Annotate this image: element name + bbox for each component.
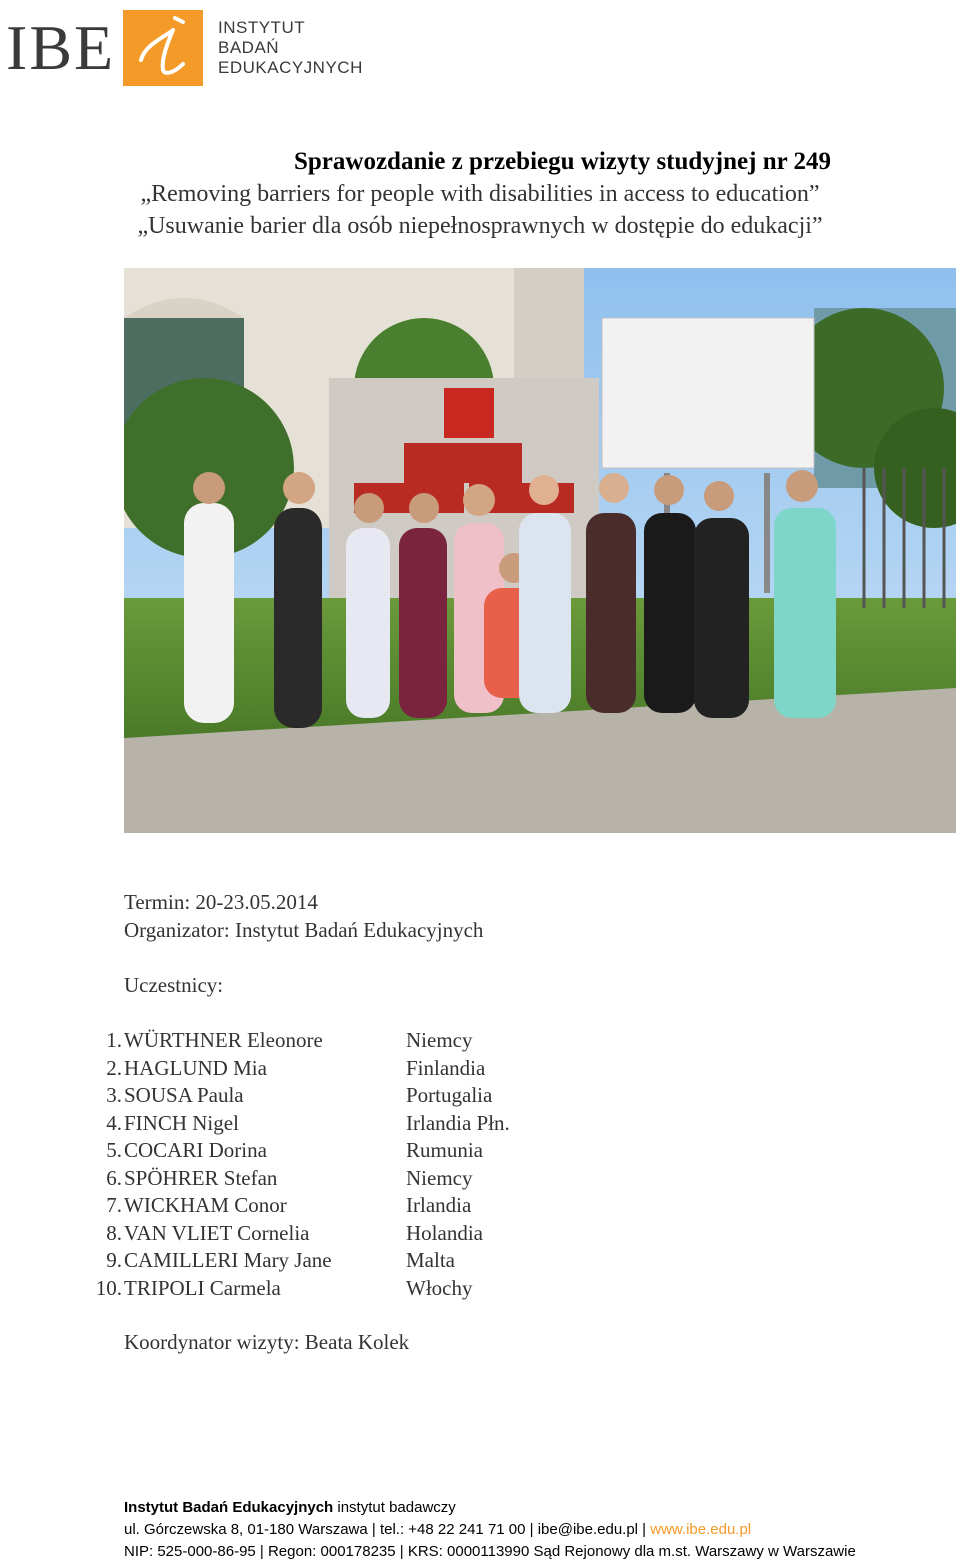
logo-line-2: BADAŃ [218, 38, 280, 57]
participant-name: FINCH Nigel [124, 1110, 239, 1135]
list-number: 6. [106, 1165, 122, 1190]
footer-org-line [124, 1497, 856, 1519]
participant-country: Irlandia [406, 1193, 472, 1217]
footer-registry: NIP: 525-000-86-95 | Regon: 000178235 | KRS: 0000113990 Sąd Rejonowy dla m.st. Warszawy w Warszawie [124, 1543, 856, 1560]
participant-country: Portugalia [406, 1083, 493, 1107]
footer-address: ul. Górczewska 8, 01-180 Warszawa | tel.: +48 22 241 71 00 | ibe@ibe.edu.pl | [124, 1521, 651, 1538]
participant-country: Finlandia [406, 1055, 486, 1080]
group-photo [124, 268, 956, 833]
participant-name: VAN VLIET Cornelia [124, 1220, 310, 1245]
list-number: 5. [106, 1138, 122, 1162]
participant-country: Holandia [406, 1220, 483, 1245]
logo-abbr: IBE [6, 12, 116, 83]
logo-line-1: INSTYTUT [218, 18, 306, 37]
participant-country: Niemcy [406, 1165, 473, 1190]
participant-country: Włochy [406, 1275, 473, 1300]
footer-website-link[interactable]: www.ibe.edu.pl [650, 1521, 752, 1538]
participant-country: Niemcy [406, 1028, 473, 1052]
list-number: 2. [106, 1055, 122, 1080]
report-title: Sprawozdanie z przebiegu wizyty studyjnej nr 249 [293, 148, 832, 175]
participant-name: HAGLUND Mia [124, 1055, 267, 1080]
list-number: 10. [95, 1275, 122, 1300]
list-number: 9. [106, 1248, 122, 1272]
termin: Termin: 20-23.05.2014 [124, 890, 318, 914]
logo-text [218, 18, 363, 78]
title-polish: „Usuwanie barier dla osób niepełnosprawnych w dostępie do edukacji” [137, 213, 823, 239]
participant-name: SOUSA Paula [124, 1083, 244, 1107]
list-number: 1. [106, 1028, 122, 1052]
footer-org-name: Instytut Badań Edukacyjnych [124, 1499, 334, 1516]
participant-country: Irlandia Płn. [406, 1110, 510, 1135]
participant-country: Rumunia [406, 1138, 483, 1162]
list-number: 3. [106, 1083, 122, 1107]
participant-name: WÜRTHNER Eleonore [124, 1028, 323, 1052]
participants-heading: Uczestnicy: [124, 973, 224, 997]
list-number: 8. [106, 1220, 122, 1245]
logo-line-3: EDUKACYJNYCH [218, 58, 363, 77]
organizator: Organizator: Instytut Badań Edukacyjnych [124, 918, 484, 942]
participant-name: WICKHAM Conor [124, 1193, 287, 1217]
ibe-logo [6, 8, 366, 86]
report-title-block [0, 146, 960, 242]
participant-name: TRIPOLI Carmela [124, 1275, 281, 1300]
list-number: 4. [106, 1110, 122, 1135]
footer-address-line [124, 1519, 856, 1541]
title-english: „Removing barriers for people with disabilities in access to education” [140, 181, 820, 207]
participant-name: CAMILLERI Mary Jane [124, 1248, 332, 1272]
footer [124, 1497, 856, 1563]
footer-org-type: instytut badawczy [333, 1499, 456, 1516]
participant-country: Malta [406, 1248, 455, 1272]
coordinator: Koordynator wizyty: Beata Kolek [124, 1330, 410, 1354]
list-number: 7. [106, 1193, 122, 1217]
participant-name: SPÖHRER Stefan [124, 1165, 278, 1190]
logo-mark-icon [123, 10, 203, 86]
participant-name: COCARI Dorina [124, 1138, 267, 1162]
